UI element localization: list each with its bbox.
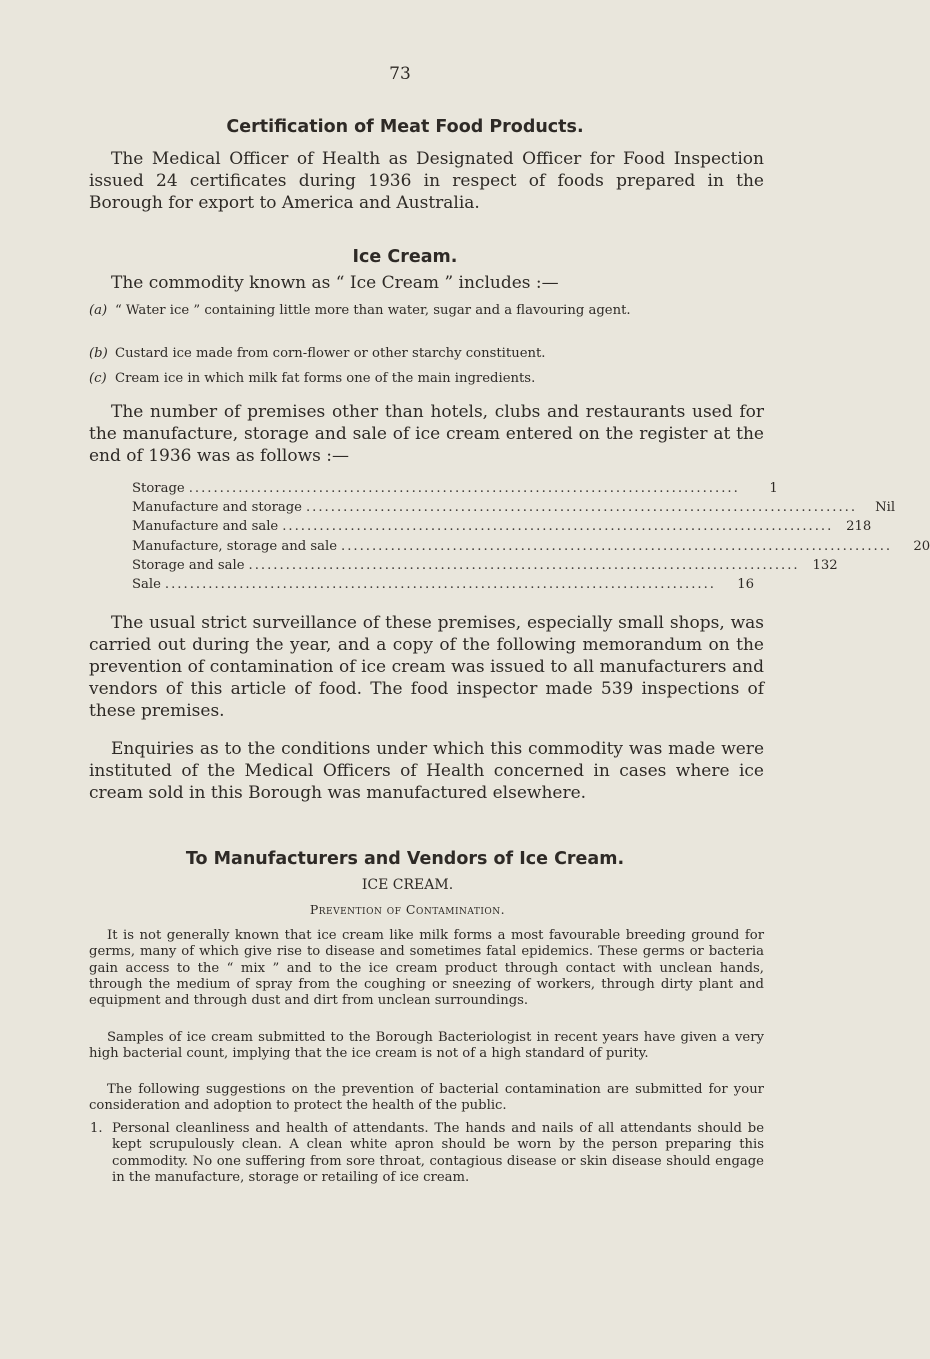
table-row [132,517,872,536]
numbered-item [90,1121,764,1186]
heading-ice-cream: Ice Cream. [352,247,458,267]
list-item [89,370,764,387]
list-item-label: (b) [89,346,108,361]
list-item [89,302,764,319]
row-label: Manufacture and sale [132,519,279,535]
list-item-text: Cream ice in which milk fat forms one of the main ingredients. [115,371,536,386]
list-item-text: Custard ice made from corn-flower or other starchy constituent. [115,346,546,361]
heading-memorandum: To Manufacturers and Vendors of Ice Cream. [185,849,625,869]
meat-certification-paragraph: The Medical Officer of Health as Designated Officer for Food Inspection issued 24 certificates during 1936 in respect of foods prepared in the Borough for export to America and Australia. [89,149,764,213]
memorandum-paragraph-3: The following suggestions on the prevention of bacterial contamination are submitted for your consideration and adoption to protect the health of the public. [89,1082,764,1114]
surveillance-paragraph: The usual strict surveillance of these premises, especially small shops, was carried out during the year, and a copy of the following memorandum on the prevention of contamination of ice cream was issued to all manufacturers and vendors of this article of food. The food inspector made 539 inspections of these premises. [89,613,764,721]
dot-leader: ......................................................................................... [248,557,800,573]
memorandum-paragraph-2: Samples of ice cream submitted to the Borough Bacteriologist in recent years have given a very high bacterial count, implying that the ice cream is not of a high standard of purity. [89,1030,764,1062]
dot-leader: ......................................................................................... [282,519,834,535]
table-row [132,498,896,517]
premises-table [132,479,930,594]
memorandum-paragraph-1: It is not generally known that ice cream like milk forms a most favourable breeding ground for germs, many of which give rise to disease and sometimes fatal epidemics. These germs or bacteria gain access to the “ mix ” and to the ice cream product through contact with unclean hands, through the medium of spray from the coughing or sneezing of workers, through dirty plant and equipment and through dust and dirt from unclean surroundings. [89,928,764,1009]
ice-cream-intro: The commodity known as “ Ice Cream ” includes :— [111,273,559,293]
row-label: Manufacture and storage [132,500,302,516]
table-row [132,537,930,556]
dot-leader: ......................................................................................... [188,481,740,496]
row-label: Storage and sale [132,557,245,573]
page-number: 73 [389,64,411,84]
dot-leader: ......................................................................................... [164,576,717,592]
row-value: Nil [875,500,896,516]
dot-leader: ......................................................................................... [305,500,858,516]
row-value: 1 [769,481,778,496]
dot-leader: ......................................................................................... [341,538,893,554]
row-value: 132 [812,557,838,573]
item-number: 1. [90,1121,103,1136]
table-row [132,575,755,594]
enquiries-paragraph: Enquiries as to the conditions under which this commodity was made were instituted of the Medical Officers of Health concerned in cases where ice cream sold in this Borough was manufactured elsewhere. [89,739,764,803]
list-item [89,345,764,362]
heading-meat-certification: Certification of Meat Food Products. [226,117,584,137]
list-item-text: “ Water ice ” containing little more than water, sugar and a flavouring agent. [115,303,631,318]
item-text: Personal cleanliness and health of attendants. The hands and nails of all attendants should be kept scrupulously clean. A clean white apron should be worn by the person preparing this commodity. No one suffering from sore throat, contagious disease or skin disease should engage in the manufacture, storage or retailing of ice cream. [112,1121,764,1185]
row-value: 20 [913,538,930,554]
row-label: Sale [132,576,161,592]
list-item-label: (c) [89,371,107,386]
table-row [132,479,778,498]
list-item-label: (a) [89,303,108,318]
row-label: Storage [132,481,185,496]
table-row [132,556,838,575]
memorandum-subtitle: Prevention of Contamination. [309,902,506,917]
row-label: Manufacture, storage and sale [132,538,338,554]
register-paragraph: The number of premises other than hotels, clubs and restaurants used for the manufacture, storage and sale of ice cream entered on the register at the end of 1936 was as follows :— [89,402,764,466]
row-value: 16 [737,576,755,592]
memorandum-subheading: ICE CREAM. [361,877,454,893]
row-value: 218 [846,519,872,535]
